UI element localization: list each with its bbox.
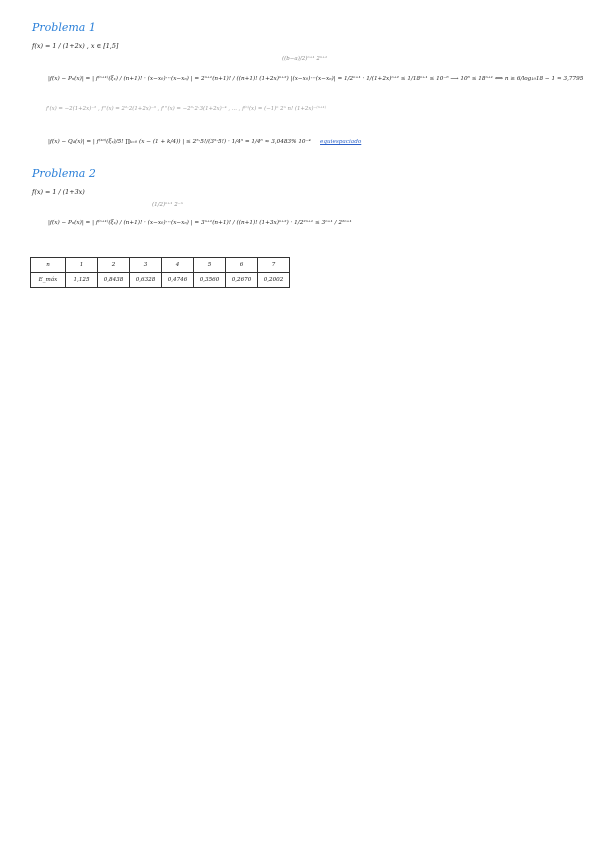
problem-2-error-bound: |f(x) − Pₙ(x)| = | f⁽ⁿ⁺¹⁾(ξₓ) / (n+1)! · (x−x₀)···(x−xₙ) | = 3ⁿ⁺¹(n+1)! / ((n+1)! (1+3x)ⁿ⁺²) · 1/2²ⁿ⁺¹ ≤ 3ⁿ⁺¹ / 2²ⁿ⁺¹ bbox=[48, 220, 352, 226]
table-row-label-emax: E_máx bbox=[31, 273, 66, 288]
table-row-label-n: n bbox=[31, 258, 66, 273]
table-cell-n: 1 bbox=[66, 258, 98, 273]
problem-1-derivatives: f'(x) = −2(1+2x)⁻² , f''(x) = 2²·2(1+2x)⁻³ , f'''(x) = −2³·2·3(1+2x)⁻⁴ , ... , f⁽ⁿ⁾(x) = (−1)ⁿ 2ⁿ n! (1+2x)⁻⁽ⁿ⁺¹⁾ bbox=[46, 106, 327, 112]
problem-1-error-bound: |f(x) − Pₙ(x)| = | f⁽ⁿ⁺¹⁾(ξₓ) / (n+1)! · (x−x₀)···(x−xₙ) | = 2ⁿ⁺¹(n+1)! / ((n+1)! (1+2x)ⁿ⁺²) |(x−x₀)···(x−xₙ)| = 1/2ⁿ⁺¹ · 1/(1+2x)ⁿ⁺² ≤ 1/18ⁿ⁺¹ ≤ 10⁻⁶ ⟶ 10⁶ ≤ 18ⁿ⁺¹ ⟺ n ≥ 6/log₁₀18 − 1 ≈ 3,7795 bbox=[48, 76, 584, 82]
table-cell-emax: 0,3560 bbox=[194, 273, 226, 288]
problem-2-annotation: (1/2)ⁿ⁺¹ 2⁻ⁿ bbox=[152, 202, 183, 208]
problem-1-equispaced-note: equiespaciado bbox=[320, 139, 362, 145]
table-cell-n: 4 bbox=[162, 258, 194, 273]
error-table bbox=[30, 257, 290, 288]
table-cell-emax: 1,125 bbox=[66, 273, 98, 288]
table-cell-emax: 0,4746 bbox=[162, 273, 194, 288]
table-cell-emax: 0,6328 bbox=[130, 273, 162, 288]
problem-1-title: Problema 1 bbox=[32, 21, 96, 34]
table-row-n bbox=[31, 258, 290, 273]
table-cell-n: 3 bbox=[130, 258, 162, 273]
problem-1-annotation: ((b−a)/2)ⁿ⁺¹ 2ⁿ⁺¹ bbox=[282, 56, 328, 62]
table-cell-emax: 0,2670 bbox=[226, 273, 258, 288]
problem-1-q4-bound: |f(x) − Q₄(x)| = | f⁽¹⁰⁾(ξₓ)/5! ∏ₖ₌₀ (x − (1 + k/4)) | ≤ 2⁵·5!/(3⁵·5!) · 1/4⁵ = 1/4⁶ ≈ 3,0483% 10⁻⁴ bbox=[48, 139, 311, 145]
problem-1-function-definition: f(x) = 1 / (1+2x) , x ∈ [1,5] bbox=[32, 42, 119, 50]
table-cell-n: 5 bbox=[194, 258, 226, 273]
table-cell-n: 6 bbox=[226, 258, 258, 273]
problem-2-title: Problema 2 bbox=[32, 167, 96, 180]
table-cell-n: 7 bbox=[258, 258, 290, 273]
table-cell-n: 2 bbox=[98, 258, 130, 273]
table-cell-emax: 0,8438 bbox=[98, 273, 130, 288]
table-cell-emax: 0,2002 bbox=[258, 273, 290, 288]
table-row-emax bbox=[31, 273, 290, 288]
problem-2-function-definition: f(x) = 1 / (1+3x) bbox=[32, 188, 85, 196]
